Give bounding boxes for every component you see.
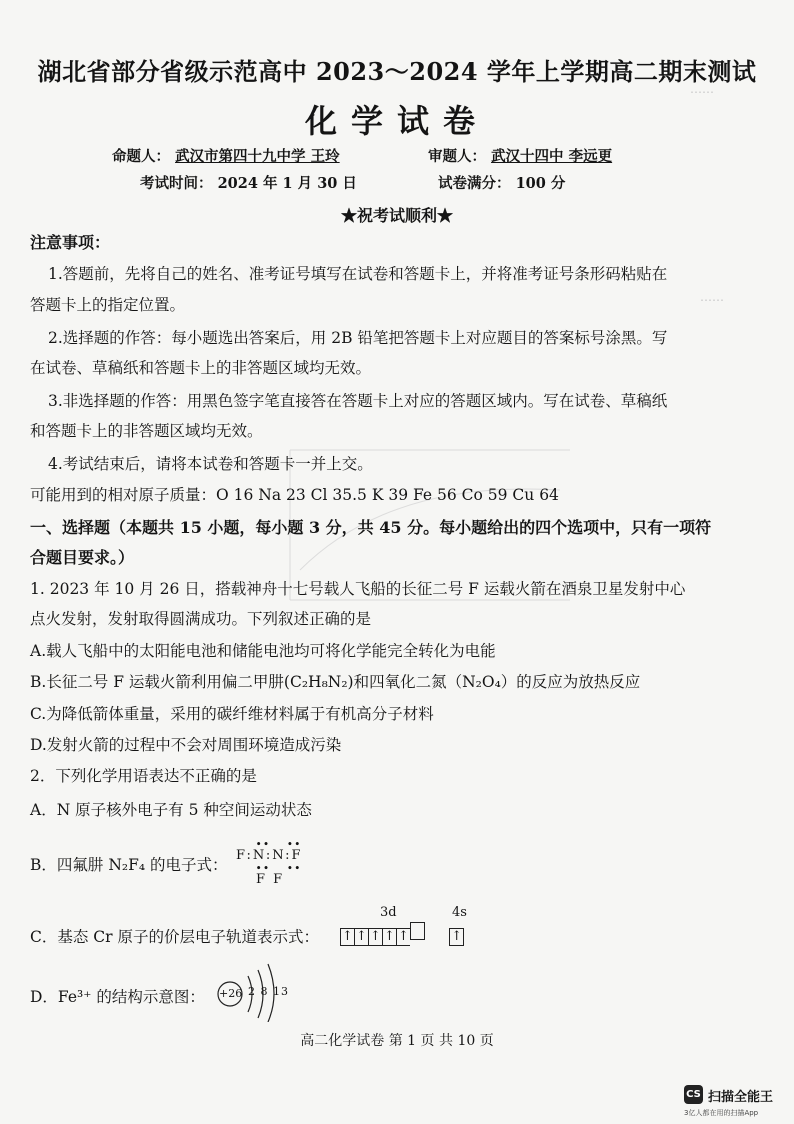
orbital-4s-group [449,925,464,944]
exam-time-value: 2024 年 1 月 30 日 [217,175,357,192]
fe3-structure-diagram [210,962,290,1026]
q2-option-b: B．四氟肼 N₂F₄ 的电子式： [30,856,228,874]
lone-pair-dots: ∙∙ ∙∙ [256,837,303,850]
reviewer-label: 审题人： [428,148,486,165]
full-score-line [438,172,565,193]
q1-option-b: B.长征二号 F 运载火箭利用偏二甲肼(C₂H₈N₂)和四氧化二氮（N₂O₄）的反应为放热反应 [30,673,641,691]
n2f4-formula-main: F:N:N:F [236,848,303,863]
orbital-3d-box-4: ↑ [382,928,396,946]
note-1-line-1: 1.答题前，先将自己的姓名、准考证号填写在试卷和答题卡上，并将准考证号条形码粘贴在 [48,265,668,283]
orbital-4s-box-1: ↑ [449,928,464,946]
note-3-line-1: 3.非选择题的作答：用黑色签字笔直接答在答题卡上对应的答题区域内。写在试卷、草稿纸 [48,392,668,410]
camscanner-logo-icon: CS [684,1085,703,1104]
q1-option-a: A.载人飞船中的太阳能电池和储能电池均可将化学能完全转化为电能 [30,642,496,660]
author-line [112,145,340,166]
electron-counts: 2 8 13 [248,985,289,998]
blessing: ★祝考试顺利★ [340,206,453,225]
note-2-line-1: 2.选择题的作答：每小题选出答案后，用 2B 铅笔把答题卡上对应题目的答案标号涂黑。写 [48,329,668,347]
exam-title: 湖北省部分省级示范高中 2023～2024 学年上学期高二期末测试 [37,57,757,86]
author-label: 命题人： [112,148,170,165]
label-3d: 3d [380,905,397,920]
orbital-3d-box-2: ↑ [354,928,368,946]
section-1-heading-cont: 合题目要求。） [30,548,135,567]
n2f4-formula-bottom: F F [256,872,285,887]
orbital-3d-box-1: ↑ [340,928,354,946]
q2-option-a: A．N 原子核外电子有 5 种空间运动状态 [30,801,312,819]
nucleus-charge: +26 [219,987,243,1000]
reviewer-line [428,145,612,166]
q1-stem: 1. 2023 年 10 月 26 日，搭载神舟十七号载人飞船的长征二号 F 运载火箭在酒泉卫星发射中心 [30,580,686,598]
orbital-3d-box-3: ↑ [368,928,382,946]
bleed-through-text: …… [700,290,724,304]
atomic-masses: 可能用到的相对原子质量：O 16 Na 23 Cl 35.5 K 39 Fe 56 Co 59 Cu 64 [30,486,559,504]
q2-option-c: C．基态 Cr 原子的价层电子轨道表示式： [30,928,319,946]
label-4s: 4s [452,905,467,920]
q2-stem: 2．下列化学用语表达不正确的是 [30,767,257,785]
q1-stem-cont: 点火发射，发射取得圆满成功。下列叙述正确的是 [30,610,372,628]
exam-subject-title: 化学试卷 [304,102,489,140]
notes-heading: 注意事项： [30,233,111,252]
n2f4-electron-formula [236,838,303,886]
q2-option-d: D．Fe³⁺ 的结构示意图： [30,988,205,1006]
orbital-3d-box-6 [410,922,425,940]
page-footer: 高二化学试卷 第 1 页 共 10 页 [300,1033,494,1049]
exam-time-line [140,172,357,193]
reviewer-value: 武汉十四中 李远更 [491,148,613,165]
note-3-line-2: 和答题卡上的非答题区域均无效。 [30,422,263,440]
full-score-value: 100 分 [515,175,566,192]
note-1-line-2: 答题卡上的指定位置。 [30,296,186,314]
camscanner-tagline: 3亿人都在用的扫描App [684,1109,759,1117]
note-2-line-2: 在试卷、草稿纸和答题卡上的非答题区域均无效。 [30,359,372,377]
orbital-3d-box-5: ↑ [396,928,410,946]
full-score-label: 试卷满分： [438,175,511,192]
bleed-through-text: …… [690,82,714,96]
cr-orbital-diagram [340,922,464,946]
q1-option-d: D.发射火箭的过程中不会对周围环境造成污染 [30,736,342,754]
orbital-3d-group [340,925,425,944]
exam-time-label: 考试时间： [140,175,213,192]
camscanner-name: 扫描全能王 [708,1090,774,1105]
section-1-heading: 一、选择题（本题共 15 小题，每小题 3 分，共 45 分。每小题给出的四个选项中，只有一项符 [30,518,712,537]
bond-pair-dots: ∙∙ ∙∙ [256,861,303,874]
note-4: 4.考试结束后，请将本试卷和答题卡一并上交。 [48,455,373,473]
q1-option-c: C.为降低箭体重量，采用的碳纤维材料属于有机高分子材料 [30,705,434,723]
author-value: 武汉市第四十九中学 王玲 [175,148,340,165]
